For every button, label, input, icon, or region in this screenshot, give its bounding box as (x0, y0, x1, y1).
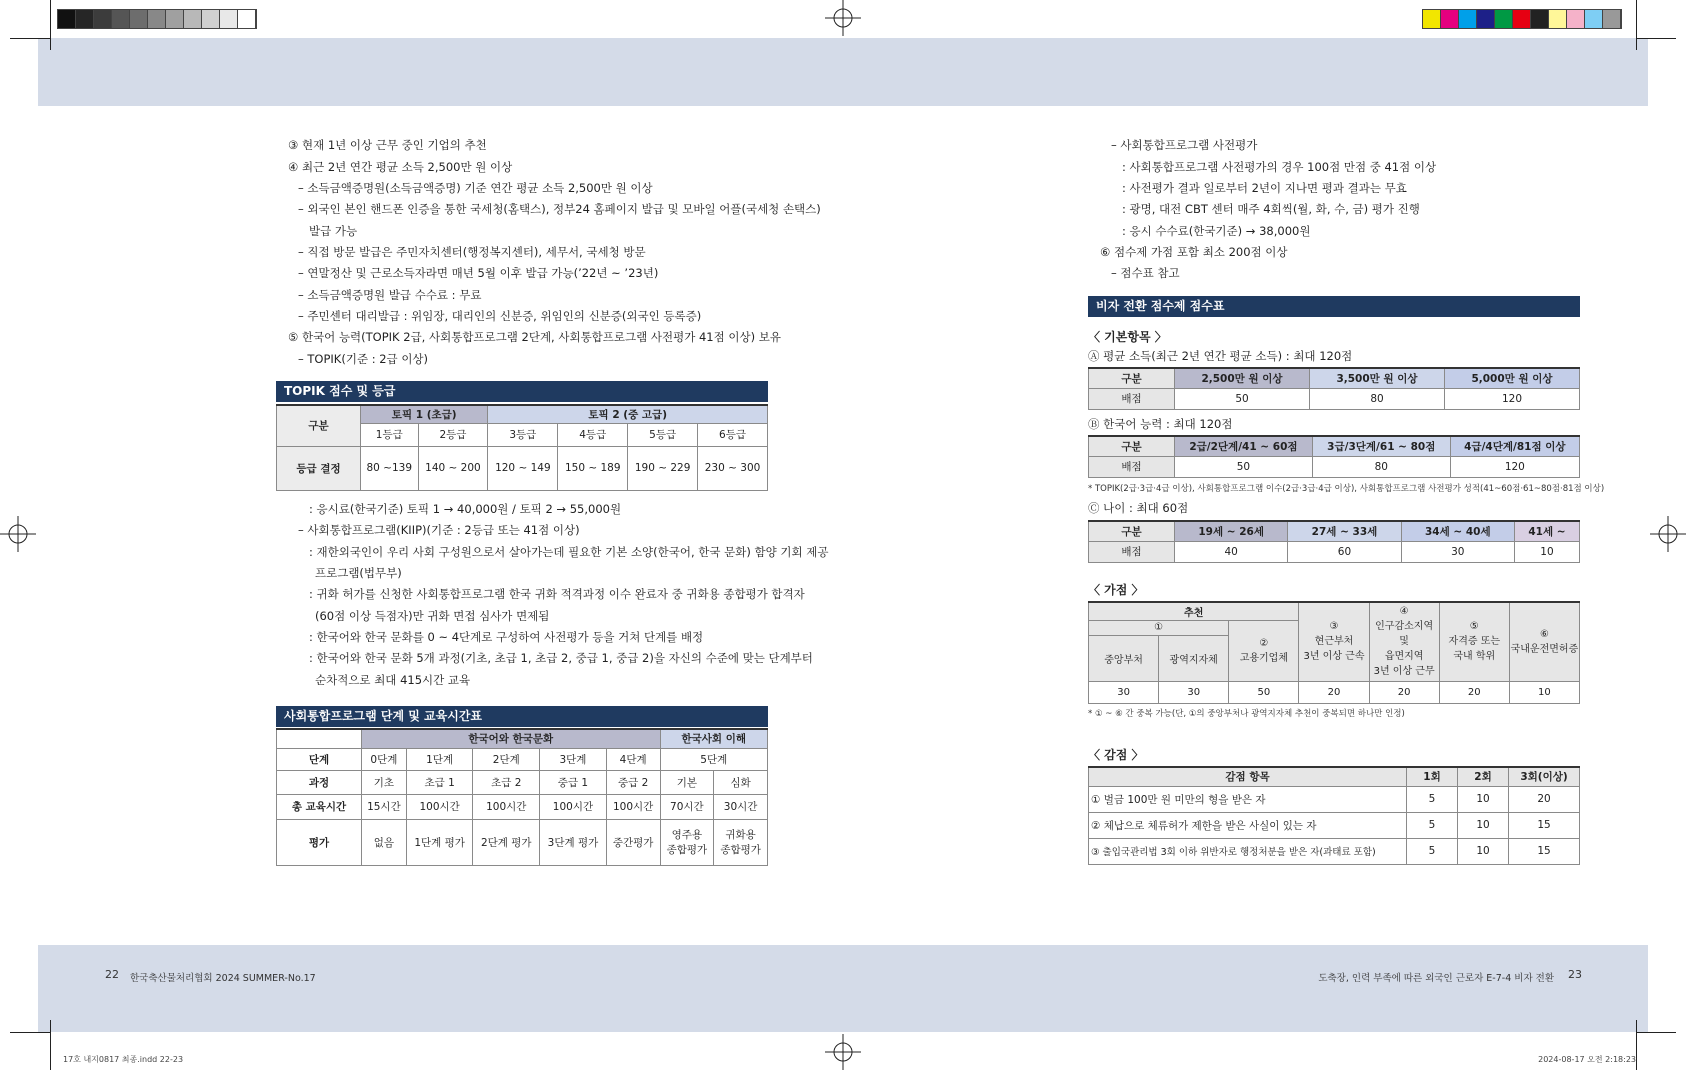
registration-mark-icon (825, 0, 861, 36)
section-heading: 〈 가점 〉 (1088, 583, 1144, 597)
table-cell: 3등급 (488, 424, 558, 447)
footer-text: 한국축산물처리협회 2024 SUMMER-No.17 (130, 973, 316, 984)
table-cell: 초급 2 (473, 770, 540, 794)
table-cell: 80 ~139 (361, 446, 419, 490)
table-row (1089, 838, 1580, 864)
table-header (1229, 620, 1299, 681)
page-number: 22 (105, 968, 119, 981)
penalty-table (1088, 766, 1580, 865)
table-cell: 20 (1369, 681, 1439, 703)
table-cell: 140 ~ 200 (418, 446, 488, 490)
table-cell: 50 (1175, 456, 1313, 477)
text-line: 프로그램(법무부) (315, 566, 402, 580)
footer-text: 도축장, 인력 부족에 따른 외국인 근로자 E-7-4 비자 전환 (1318, 973, 1554, 984)
section-title-bar: 비자 전환 점수제 점수표 (1088, 296, 1580, 317)
table-cell: 100시간 (406, 794, 473, 819)
circled-number: ⑤ (1469, 621, 1479, 633)
text-line: – 사회통합프로그램(KIIP)(기준 : 2등급 또는 41점 이상) (298, 523, 580, 537)
cell-line: 3년 이상 근무 (1373, 666, 1435, 678)
text-line: – TOPIK(기준 : 2급 이상) (298, 352, 429, 366)
crop-mark (10, 38, 50, 39)
table-header: 34세 ~ 40세 (1401, 521, 1514, 541)
table-cell: 초급 1 (406, 770, 473, 794)
footnote: * TOPIK(2급·3급·4급 이상), 사회통합프로그램 이수(2급·3급·4급 이상), 사회통합프로그램 사전평가 성적(41~60점·61~80점·81점 이상) (1088, 484, 1605, 494)
table-cell: 20 (1439, 681, 1509, 703)
table-header (1369, 602, 1439, 681)
registration-mark-icon (1650, 516, 1686, 552)
table-cell: 10 (1458, 786, 1509, 812)
text-line: (60점 이상 득점자)만 귀화 면접 심사가 면제됨 (315, 609, 550, 623)
table-cell: 없음 (362, 819, 407, 865)
crop-mark (10, 1032, 50, 1033)
table-header (1509, 602, 1579, 681)
cell-line: 고용기업체 (1239, 652, 1288, 664)
footnote: * ① ~ ⑥ 간 중복 가능(단, ①의 중앙부처나 광역지자체 추천이 중복되면 하나만 인정) (1088, 709, 1405, 719)
text-line: – 직접 방문 발급은 주민자치센터(행정복지센터), 세무서, 국세청 방문 (298, 245, 646, 259)
subsection-title: Ⓒ 나이 : 최대 60점 (1088, 501, 1189, 515)
text-line: : 사전평가 결과 일로부터 2년이 지나면 평과 결과는 무효 (1122, 181, 1407, 195)
table-cell: 20 (1509, 786, 1580, 812)
row-label: 단계 (277, 748, 362, 770)
table-cell: 1단계 (406, 748, 473, 770)
table-cell: 5 (1407, 812, 1458, 838)
table-header: 한국사회 이해 (660, 729, 767, 748)
table-header: 구분 (277, 405, 361, 446)
table-cell: 기초 (362, 770, 407, 794)
table-cell: 10 (1514, 541, 1579, 562)
table-cell: 230 ~ 300 (698, 446, 768, 490)
footer-band (38, 945, 1648, 1032)
row-label: 배점 (1089, 456, 1175, 477)
age-table (1088, 520, 1580, 563)
table-cell: 2등급 (418, 424, 488, 447)
circled-number: ⑥ (1539, 628, 1549, 640)
table-cell: 3단계 평가 (540, 819, 607, 865)
cell-line: 영주용 (671, 829, 703, 841)
table-cell: ② 체납으로 체류허가 제한을 받은 사실이 있는 자 (1089, 812, 1407, 838)
text-line: : 광명, 대전 CBT 센터 매주 4회씩(월, 화, 수, 금) 평가 진행 (1122, 202, 1420, 216)
crop-mark (50, 1020, 51, 1070)
text-line: : 귀화 허가를 신청한 사회통합프로그램 한국 귀화 적격과정 이수 완료자 중 귀화용 종합평가 합격자 (309, 587, 805, 601)
section-title-bar: 사회통합프로그램 단계 및 교육시간표 (276, 706, 768, 727)
table-header: 2,500만 원 이상 (1175, 368, 1310, 388)
table-cell: 30시간 (714, 794, 768, 819)
cell-line: 자격증 또는 (1448, 636, 1501, 648)
table-cell: 2단계 평가 (473, 819, 540, 865)
table-cell: 30 (1159, 681, 1229, 703)
table-cell: ① 벌금 100만 원 미만의 형을 받은 자 (1089, 786, 1407, 812)
registration-mark-icon (825, 1034, 861, 1070)
table-cell: 120 ~ 149 (488, 446, 558, 490)
table-cell: 15시간 (362, 794, 407, 819)
table-cell: 4등급 (558, 424, 628, 447)
income-table (1088, 367, 1580, 410)
table-cell: 30 (1089, 681, 1159, 703)
row-label: 등급 결정 (277, 446, 361, 490)
table-cell: 5 (1407, 786, 1458, 812)
text-line: ⑥ 점수제 가점 포함 최소 200점 이상 (1100, 245, 1288, 259)
text-line: ⑤ 한국어 능력(TOPIK 2급, 사회통합프로그램 2단계, 사회통합프로그램 사전평가 41점 이상) 보유 (288, 330, 781, 344)
row-label: 배점 (1089, 541, 1175, 562)
cell-line: 현근부처 (1314, 636, 1354, 648)
text-line: – 소득금액증명원 발급 수수료 : 무료 (298, 288, 482, 302)
table-header (1439, 602, 1509, 681)
table-header: 광역지자체 (1159, 635, 1229, 681)
table-cell: 80 (1312, 456, 1450, 477)
crop-mark (1636, 0, 1637, 50)
table-cell: 4단계 (606, 748, 660, 770)
crop-mark (1636, 38, 1676, 39)
text-line: – 소득금액증명원(소득금액증명) 기준 연간 평균 소득 2,500만 원 이상 (298, 181, 653, 195)
table-cell: 15 (1509, 838, 1580, 864)
table-row (1089, 812, 1580, 838)
table-header: 5,000만 원 이상 (1445, 368, 1580, 388)
cell-line: 국내운전면허증 (1510, 643, 1579, 655)
table-cell: 5등급 (628, 424, 698, 447)
table-cell: ③ 출입국관리법 3회 이하 위반자로 행정처분을 받은 자(과태료 포함) (1089, 838, 1407, 864)
text-line: : 한국어와 한국 문화를 0 ~ 4단계로 구성하여 사전평가 등을 거쳐 단계를 배정 (309, 630, 704, 644)
cell-line: 종합평가 (666, 844, 708, 856)
row-label: 배점 (1089, 388, 1175, 409)
table-cell: 15 (1509, 812, 1580, 838)
row-label: 과정 (277, 770, 362, 794)
table-cell: 2단계 (473, 748, 540, 770)
table-cell: 50 (1229, 681, 1299, 703)
table-header (1299, 602, 1369, 681)
slug-filename: 17호 내지0817 최종.indd 22-23 (63, 1055, 184, 1064)
subsection-title: Ⓐ 평균 소득(최근 2년 연간 평균 소득) : 최대 120점 (1088, 349, 1353, 363)
table-cell: 심화 (714, 770, 768, 794)
table-header: 토픽 1 (초급) (361, 405, 488, 424)
text-line: 순차적으로 최대 415시간 교육 (315, 673, 471, 687)
table-cell: 60 (1288, 541, 1401, 562)
grayscale-swatches (57, 9, 257, 29)
text-line: : 응시 수수료(한국기준) → 38,000원 (1122, 224, 1311, 238)
table-cell: 100시간 (540, 794, 607, 819)
table-cell: 0단계 (362, 748, 407, 770)
table-cell: 40 (1175, 541, 1288, 562)
korean-table (1088, 435, 1580, 478)
text-line: – 사회통합프로그램 사전평가 (1111, 138, 1258, 152)
table-cell: 50 (1175, 388, 1310, 409)
table-cell: 100시간 (606, 794, 660, 819)
text-line: ③ 현재 1년 이상 근무 중인 기업의 추천 (288, 138, 487, 152)
table-cell (714, 819, 768, 865)
text-line: – 외국인 본인 핸드폰 인증을 통한 국세청(홈택스), 정부24 홈페이지 발급 및 모바일 어플(국세청 손택스) (298, 202, 821, 216)
table-cell: 중급 1 (540, 770, 607, 794)
table-cell: 100시간 (473, 794, 540, 819)
crop-mark (1636, 1032, 1676, 1033)
section-heading: 〈 기본항목 〉 (1088, 330, 1167, 344)
crop-mark (50, 0, 51, 50)
table-cell: 150 ~ 189 (558, 446, 628, 490)
table-header: 토픽 2 (중 고급) (488, 405, 768, 424)
table-cell: 기본 (660, 770, 714, 794)
table-cell: 1등급 (361, 424, 419, 447)
table-cell: 30 (1401, 541, 1514, 562)
table-cell: 10 (1458, 812, 1509, 838)
color-swatches (1422, 9, 1622, 29)
row-label: 평가 (277, 819, 362, 865)
text-line: 발급 가능 (309, 224, 358, 238)
table-header: 구분 (1089, 436, 1175, 456)
table-cell: 10 (1458, 838, 1509, 864)
table-cell (277, 729, 362, 748)
table-cell: 3단계 (540, 748, 607, 770)
table-header: 3급/3단계/61 ~ 80점 (1312, 436, 1450, 456)
topik-table (276, 404, 768, 491)
text-line: – 주민센터 대리발급 : 위임장, 대리인의 신분증, 위임인의 신분증(외국인 등록증) (298, 309, 702, 323)
subsection-title: Ⓑ 한국어 능력 : 최대 120점 (1088, 417, 1233, 431)
text-line: – 연말정산 및 근로소득자라면 매년 5월 이후 발급 가능(’22년 ~ ’23년) (298, 266, 659, 280)
table-header: 한국어와 한국문화 (362, 729, 661, 748)
table-header: 추천 (1089, 602, 1299, 620)
table-header: 구분 (1089, 368, 1175, 388)
table-cell: 120 (1450, 456, 1579, 477)
cell-line: 인구감소지역 및 (1375, 621, 1434, 648)
table-header: 2급/2단계/41 ~ 60점 (1175, 436, 1313, 456)
text-line: ④ 최근 2년 연간 평균 소득 2,500만 원 이상 (288, 160, 513, 174)
table-header: 2회 (1458, 767, 1509, 786)
registration-mark-icon (0, 516, 36, 552)
text-line: – 점수표 참고 (1111, 266, 1180, 280)
table-header: 19세 ~ 26세 (1175, 521, 1288, 541)
table-header: 1회 (1407, 767, 1458, 786)
cell-line: 종합평가 (720, 844, 761, 856)
kiip-table (276, 728, 768, 866)
cell-line: 귀화용 (725, 829, 756, 841)
table-cell (660, 819, 714, 865)
table-row (1089, 786, 1580, 812)
text-line: : 한국어와 한국 문화 5개 과정(기초, 초급 1, 초급 2, 중급 1, 중급 2)을 자신의 수준에 맞는 단계부터 (309, 651, 813, 665)
table-cell: 80 (1310, 388, 1445, 409)
bonus-table (1088, 601, 1580, 704)
circled-number: ③ (1329, 621, 1339, 633)
crop-mark (1636, 1020, 1637, 1070)
table-cell: 6등급 (698, 424, 768, 447)
text-line: : 사회통합프로그램 사전평가의 경우 100점 만점 중 41점 이상 (1122, 160, 1437, 174)
table-cell: 중급 2 (606, 770, 660, 794)
table-header: 41세 ~ (1514, 521, 1579, 541)
slug-date: 2024-08-17 오전 2:18:23 (1538, 1055, 1636, 1064)
table-header: 4급/4단계/81점 이상 (1450, 436, 1579, 456)
table-cell: 190 ~ 229 (628, 446, 698, 490)
table-header: 27세 ~ 33세 (1288, 521, 1401, 541)
table-header: 3회(이상) (1509, 767, 1580, 786)
table-header: 감점 항목 (1089, 767, 1407, 786)
cell-line: 3년 이상 근속 (1303, 651, 1365, 663)
circled-number: ④ (1399, 606, 1409, 618)
table-header: ① (1089, 620, 1229, 635)
table-header: 3,500만 원 이상 (1310, 368, 1445, 388)
cell-line: 국내 학위 (1453, 651, 1496, 663)
text-line: : 응시료(한국기준) 토픽 1 → 40,000원 / 토픽 2 → 55,000원 (309, 502, 622, 516)
row-label: 총 교육시간 (277, 794, 362, 819)
table-cell: 5 (1407, 838, 1458, 864)
table-header: 구분 (1089, 521, 1175, 541)
table-cell: 10 (1509, 681, 1579, 703)
circled-number: ② (1259, 637, 1269, 649)
text-line: : 재한외국인이 우리 사회 구성원으로서 살아가는데 필요한 기본 소양(한국어, 한국 문화) 함양 기회 제공 (309, 545, 829, 559)
section-heading: 〈 감점 〉 (1088, 748, 1144, 762)
table-cell: 70시간 (660, 794, 714, 819)
table-cell: 1단계 평가 (406, 819, 473, 865)
table-cell: 20 (1299, 681, 1369, 703)
section-title-bar: TOPIK 점수 및 등급 (276, 381, 768, 402)
cell-line: 읍면지역 (1384, 651, 1424, 663)
table-cell: 중간평가 (606, 819, 660, 865)
table-cell: 120 (1445, 388, 1580, 409)
table-cell: 5단계 (660, 748, 767, 770)
page-number: 23 (1568, 968, 1582, 981)
header-band (38, 38, 1648, 106)
table-header: 중앙부처 (1089, 635, 1159, 681)
